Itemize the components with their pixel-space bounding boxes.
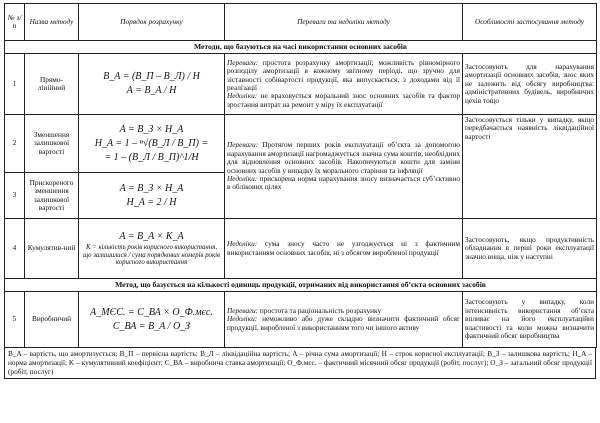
section-title-2: Метод, що базується на кількості одиниць продукції, отриманих від використання об’єкта основних засобів [5,279,597,292]
formula-cell [79,54,225,115]
features-cell: Застосовують для нарахування амортизації основних засобів, знос яких не залежить від обсягу виробництва: адміністративних будівель, виробничих цехів тощо [463,54,597,115]
formula-cell [79,292,225,348]
row-number: 3 [5,173,25,219]
disadvantages-label: Недоліки: [227,314,258,324]
advantages-label: Переваги: [227,305,259,315]
row-number: 2 [5,115,25,173]
formula: A = B_A / H [126,85,177,96]
formula: = 1 – (B_Л / B_П)^1/H [104,151,199,163]
features-cell: Застосовується тільки у випадку, якщо передбачається наявність ліквідаційної вартості [463,115,597,219]
disadvantages-text: неможливо або дуже складно визначити фактичний обсяг продукції, виробленої з використанням того чи іншого активу [227,314,460,332]
document-page [4,3,596,379]
row-number: 4 [5,219,25,279]
section-row-output-based [5,279,597,292]
row-number: 1 [5,54,25,115]
method-name: Прискореного зменшення залишкової вартості [25,173,79,219]
disadvantages-label: Недоліки: [227,239,258,249]
method-name: Кумулятив-ний [25,219,79,279]
table-row [5,115,597,173]
formula: H_A = 1 – ⁿ√(B_Л / B_П) = [94,137,209,149]
formula: A_МЄС. = C_ВА × O_Ф.мєс. [90,306,213,318]
table-row [5,292,597,348]
formula-cell [79,115,225,173]
advantages-text: простота розрахунку амортизації; можливість рівномірного розподілу амортизації в кожному звітному періоді, що зручно для зіставності собівартості продукції, яка випускається, з доходами від її реалізації [227,57,460,92]
formula-cell [79,173,225,219]
advantages-label: Переваги: [227,140,259,150]
method-name: Прямо-лінійний [25,54,79,115]
advantages-label: Переваги: [227,57,259,67]
features-cell: Застосовують, якщо продуктивність обладнання в перші роки експлуатації значно вища, ніж у наступні [463,219,597,279]
section-row-time-based [5,41,597,54]
header-number: № з/п [5,4,25,41]
section-title-1: Методи, що базуються на часі використання основних засобів [5,41,597,54]
row-number: 5 [5,292,25,348]
advantages-text: Протягом перших років експлуатації об’єкта за допомогою нарахування амортизації нагромаджується значна сума коштів, необхідних для відновлення основних засобів. Накопичуються кошти для заміни основних засобів у випадку їх морального старіння та інфляції [227,140,460,175]
header-method-name: Назва методу [25,4,79,41]
header-calculation: Порядок розрахунку [79,4,225,41]
header-row [5,4,597,41]
disadvantages-label: Недоліки: [227,173,258,183]
disadvantages-label: Недоліки: [227,91,258,101]
method-name: Зменшення залишкової вартості [25,115,79,173]
header-pros-cons: Переваги та недоліки методу [225,4,463,41]
formula: A = B_З × H_A [119,123,184,135]
formula: A = B_A × K_A [119,230,184,242]
formula: H_A = 2 / H [126,196,177,208]
disadvantages-text: прискорена норма нарахування зносу визначається суб’єктивно в облікових цілях [227,173,460,192]
formula: B_A = (B_П – B_Л) / H [103,71,200,82]
pros-cons-cell [225,115,463,219]
method-name: Виробничий [25,292,79,348]
formula-note: K = кількість років корисного використання, що залишилися / сума порядкових номерів років корисного використання [82,243,221,267]
formula: C_ВА = B_A / O_З [112,320,191,332]
table-row [5,54,597,115]
advantages-text: простота та раціональність розрахунку [258,305,382,315]
header-features: Особливості застосування методу [463,4,597,41]
formula: A = B_З × H_A [119,182,184,194]
features-cell: Застосовують у випадку, коли інтенсивність використання об’єкта впливає на його експлуатаційні властивості та коли можна визначити фактичний обсяг виробництва [463,292,597,348]
pros-cons-cell [225,219,463,279]
legend-footnote: B_A – вартість, що амортизується; B_П – первісна вартість; B_Л – ліквідаційна вартість; A – річна сума амортизації; H – строк корисної експлуатації; B_З – залишкова вартість; H_A – норма амортизації; K – кумулятивний коефіцієнт; C_ВА – виробнича ставка амортизації; O_Ф.мєс. – фактичний місячний обсяг продукції (робіт, послуг); O_З – загальний обсяг продукції (робіт, послуг) [4,348,596,379]
disadvantages-text: не враховується моральний знос основних засобів та фактор зростання витрат на ремонт у міру їх експлуатації [227,91,460,109]
amortization-methods-table [4,3,597,348]
disadvantages-text: сума зносу часто не узгоджується ні з фактичним використанням основних засобів, ні з обсягом виробленої продукції [227,239,460,257]
pros-cons-cell [225,54,463,115]
formula-cell [79,219,225,279]
table-row [5,219,597,279]
pros-cons-cell [225,292,463,348]
